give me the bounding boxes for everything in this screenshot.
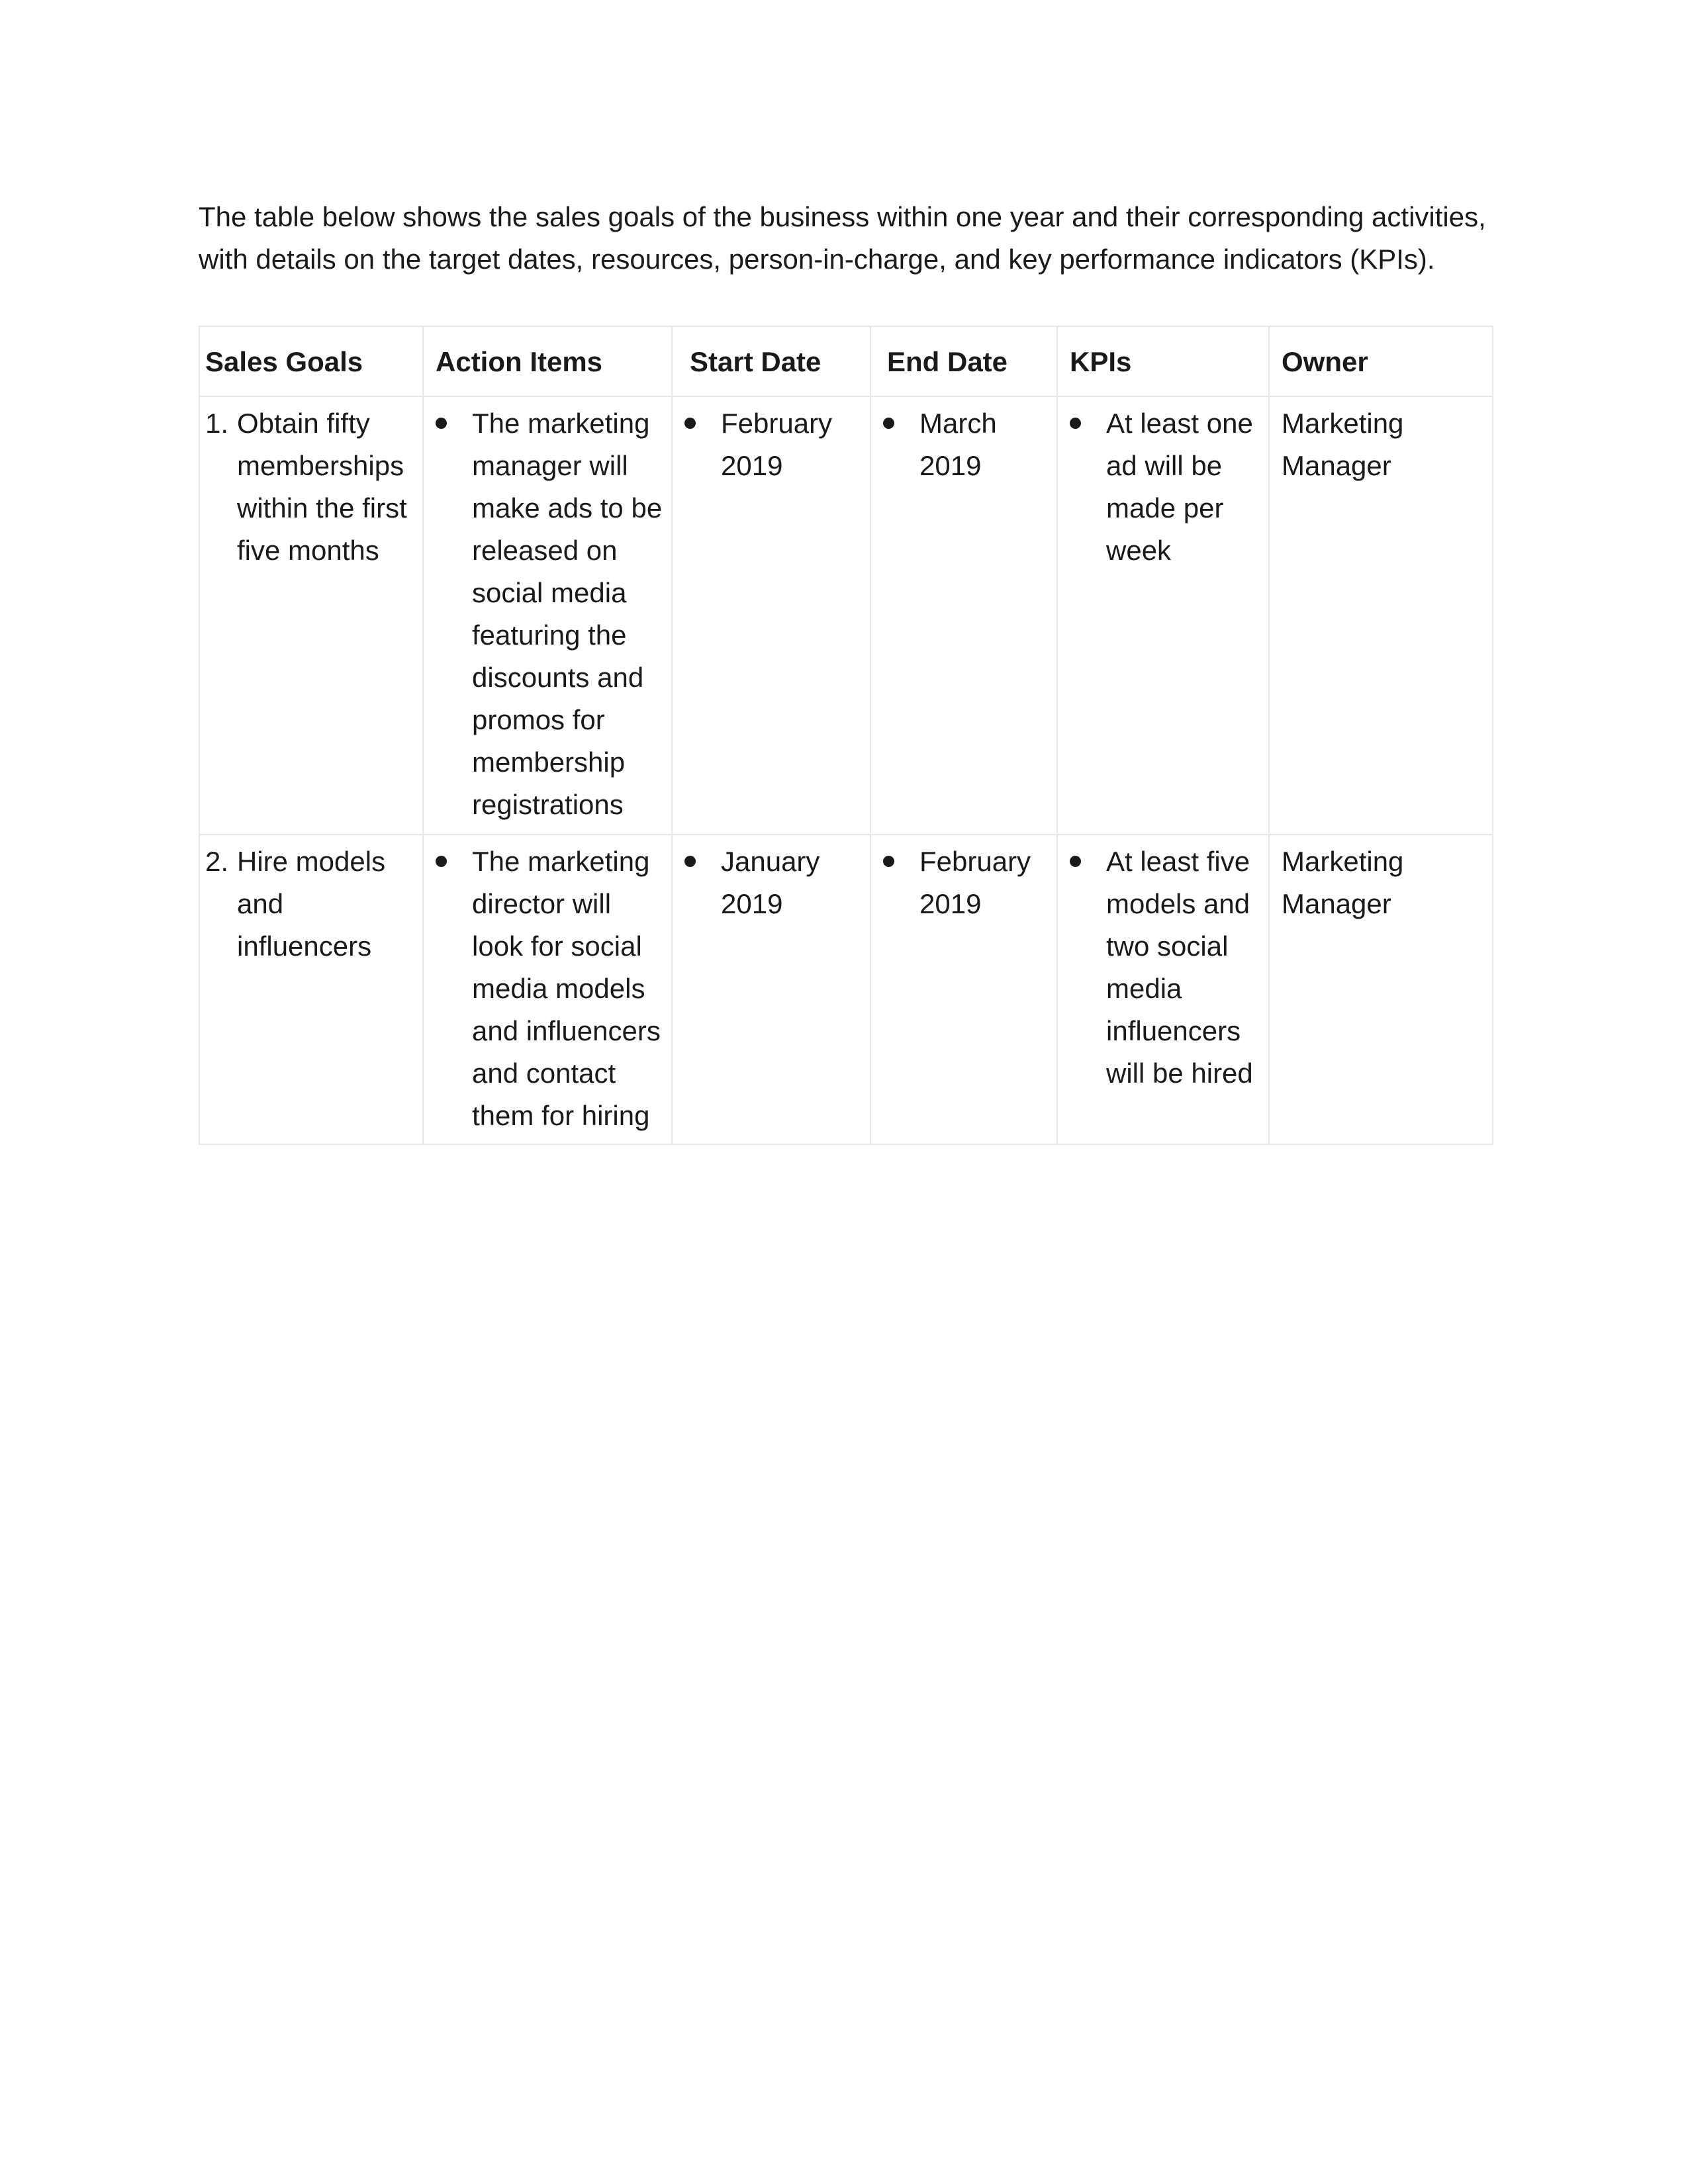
intro-line-2: with details on the target dates, resources, person-in-charge, and key performance indicators (KPIs). <box>199 244 1435 275</box>
intro-paragraph <box>199 196 1496 281</box>
header-owner: Owner <box>1269 326 1493 396</box>
goal-text: Hire models and influencers <box>237 846 386 962</box>
table-header-row <box>199 326 1493 396</box>
goal-text: Obtain fifty memberships within the first five months <box>237 408 407 566</box>
cell-goal <box>199 396 423 835</box>
bullet-icon <box>883 402 919 487</box>
header-kpis: KPIs <box>1057 326 1269 396</box>
bullet-icon <box>1070 841 1106 1095</box>
table-row <box>199 835 1493 1144</box>
sales-goals-table <box>199 326 1493 1145</box>
cell-kpi <box>1057 835 1269 1144</box>
bullet-icon <box>684 402 721 487</box>
goal-number: 1. <box>205 408 229 439</box>
start-date-text: February 2019 <box>721 408 833 481</box>
bullet-icon <box>1070 402 1106 572</box>
cell-end-date <box>870 835 1057 1144</box>
header-action-items: Action Items <box>423 326 672 396</box>
start-date-text: January 2019 <box>721 846 820 919</box>
action-text: The marketing director will look for social media models and influencers and contact them for hiring <box>472 846 661 1131</box>
action-text: The marketing manager will make ads to be released on social media featuring the discounts and promos for membership registrations <box>472 408 663 820</box>
cell-start-date <box>672 396 870 835</box>
header-sales-goals: Sales Goals <box>199 326 423 396</box>
bullet-icon <box>436 841 472 1137</box>
end-date-text: February 2019 <box>919 846 1031 919</box>
cell-start-date <box>672 835 870 1144</box>
cell-goal <box>199 835 423 1144</box>
bullet-icon <box>436 402 472 826</box>
bullet-icon <box>684 841 721 925</box>
cell-owner <box>1269 835 1493 1144</box>
header-start-date: Start Date <box>672 326 870 396</box>
owner-text: Marketing Manager <box>1282 408 1404 481</box>
owner-text: Marketing Manager <box>1282 846 1404 919</box>
cell-end-date <box>870 396 1057 835</box>
cell-kpi <box>1057 396 1269 835</box>
intro-line-1: The table below shows the sales goals of the business within one year and their corresponding activities, <box>199 201 1486 232</box>
end-date-text: March 2019 <box>919 408 997 481</box>
cell-action <box>423 835 672 1144</box>
header-end-date: End Date <box>870 326 1057 396</box>
cell-owner <box>1269 396 1493 835</box>
table-row <box>199 396 1493 835</box>
kpi-text: At least one ad will be made per week <box>1106 408 1253 566</box>
kpi-text: At least five models and two social media influencers will be hired <box>1106 846 1253 1089</box>
cell-action <box>423 396 672 835</box>
goal-number: 2. <box>205 846 229 877</box>
bullet-icon <box>883 841 919 925</box>
